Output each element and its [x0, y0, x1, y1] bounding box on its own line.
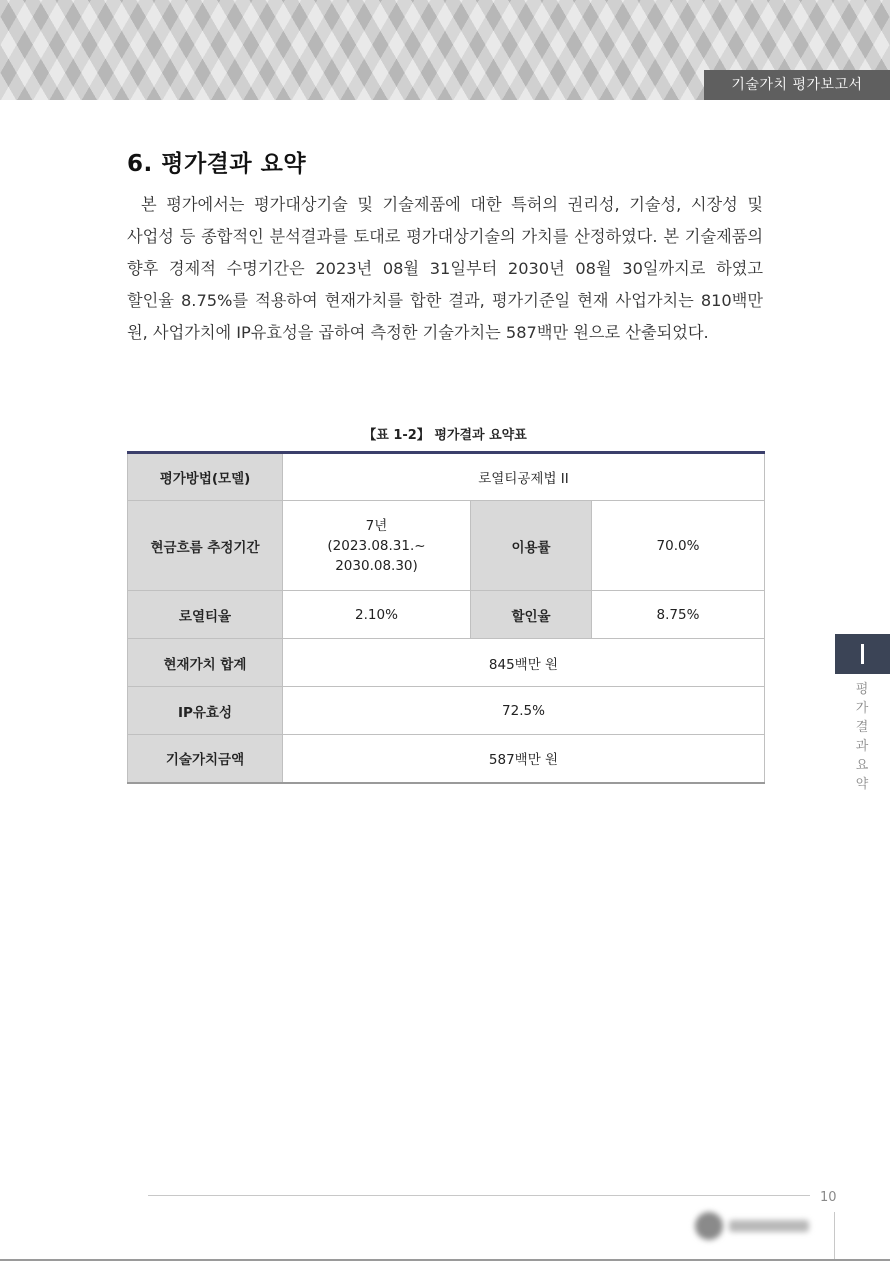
royalty-label: 로열티율 — [128, 591, 283, 639]
side-label-char: 약 — [855, 777, 869, 792]
company-logo — [695, 1210, 815, 1242]
report-label: 기술가치 평가보고서 — [704, 70, 890, 100]
usage-label: 이용률 — [471, 501, 592, 591]
table-row — [128, 639, 765, 687]
side-label-char: 가 — [855, 701, 869, 716]
royalty-value: 2.10% — [283, 591, 471, 639]
table-row — [128, 687, 765, 735]
ip-validity-value: 72.5% — [283, 687, 765, 735]
table-row — [128, 735, 765, 783]
side-label-char: 과 — [855, 739, 869, 754]
summary-table — [127, 451, 765, 784]
page-number: 10 — [820, 1190, 837, 1205]
discount-label: 할인율 — [471, 591, 592, 639]
cashflow-range-start: (2023.08.31.~ — [327, 537, 426, 554]
cashflow-label: 현금흐름 추정기간 — [128, 501, 283, 591]
header-banner — [0, 0, 890, 100]
summary-paragraph: 본 평가에서는 평가대상기술 및 기술제품에 대한 특허의 권리성, 기술성, 시장성 및 사업성 등 종합적인 분석결과를 토대로 평가대상기술의 가치를 산정하였다. 본 기술제품의 향후 경제적 수명기간은 2023년 08월 31일부터 2030년 08월 30일까지로 하였고 할인율 8.75%를 적용하여 현재가치를 합한 결과, 평가기준일 현재 사업가치는 810백만 원, 사업가치에 IP유효성을 곱하여 측정한 기술가치는 587백만 원으로 산출되었다. — [127, 195, 763, 342]
section-title: 6. 평가결과 요약 — [127, 151, 307, 177]
method-value: 로열티공제법 II — [283, 453, 765, 501]
table-caption: 【표 1-2】 평가결과 요약표 — [363, 428, 527, 443]
cashflow-value — [283, 501, 471, 591]
side-label-char: 결 — [855, 720, 869, 735]
chapter-side-label — [854, 680, 870, 794]
side-label-char: 평 — [855, 682, 869, 697]
table-row — [128, 501, 765, 591]
logo-emblem — [695, 1212, 723, 1240]
footer-vertical-divider — [834, 1212, 835, 1260]
method-label: 평가방법(모델) — [128, 453, 283, 501]
cashflow-range-end: 2030.08.30) — [335, 557, 418, 574]
side-label-char: 요 — [855, 758, 869, 773]
chapter-tab[interactable] — [835, 634, 890, 674]
present-value-value: 845백만 원 — [283, 639, 765, 687]
ip-validity-label: IP유효성 — [128, 687, 283, 735]
table-row — [128, 453, 765, 501]
tech-value-value: 587백만 원 — [283, 735, 765, 783]
footer-divider — [148, 1195, 810, 1196]
discount-value: 8.75% — [592, 591, 765, 639]
present-value-label: 현재가치 합계 — [128, 639, 283, 687]
logo-wordmark — [729, 1220, 809, 1232]
table-row — [128, 591, 765, 639]
usage-value: 70.0% — [592, 501, 765, 591]
cashflow-years: 7년 — [365, 517, 388, 534]
tech-value-label: 기술가치금액 — [128, 735, 283, 783]
chapter-roman-numeral — [861, 644, 864, 664]
